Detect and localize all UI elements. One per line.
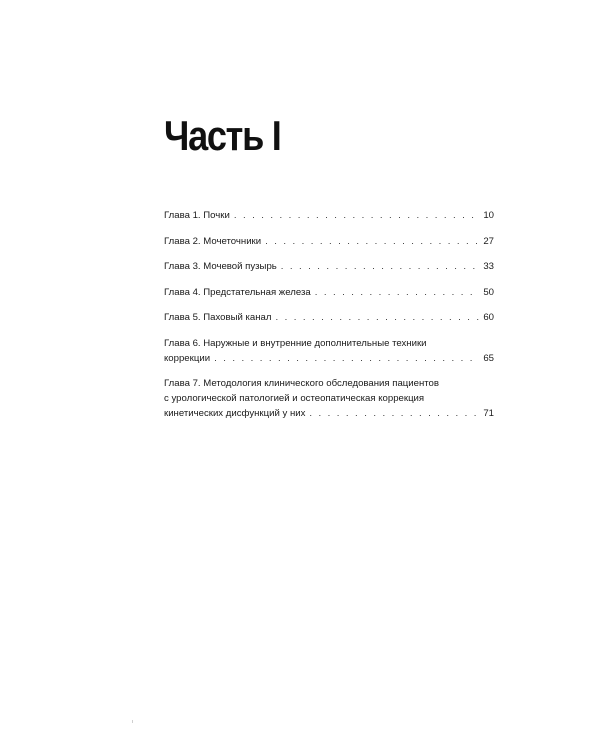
- toc-dot-leader: [234, 208, 479, 223]
- toc-dot-leader: [214, 351, 479, 366]
- toc-entry-chapter-2[interactable]: [164, 234, 494, 249]
- part-title: Часть I: [164, 112, 281, 159]
- toc-dot-leader: [276, 310, 480, 325]
- toc-entry-title: Глава 2. Мочеточники: [164, 235, 262, 247]
- toc-entry-chapter-6[interactable]: [164, 336, 494, 366]
- toc-entry-chapter-1[interactable]: [164, 208, 494, 223]
- toc-entry-chapter-4[interactable]: [164, 285, 494, 300]
- toc-dot-leader: [309, 406, 479, 421]
- toc-entry-title: Глава 1. Почки: [164, 210, 230, 221]
- toc-page-number: 71: [483, 408, 494, 419]
- toc-page-number: 60: [483, 312, 494, 323]
- toc-page-number: 33: [483, 261, 494, 272]
- toc-entry-chapter-5[interactable]: [164, 310, 494, 325]
- toc-entry-title-line: Глава 6. Наружные и внутренние дополнительные техники: [164, 337, 427, 349]
- toc-entry-title: Глава 5. Паховый канал: [164, 312, 272, 323]
- toc-entry-title: Глава 3. Мочевой пузырь: [164, 261, 277, 272]
- table-of-contents: [164, 208, 494, 432]
- toc-entry-title-line: с урологической патологией и остеопатическая коррекция: [164, 393, 425, 404]
- toc-entry-title-line: Глава 7. Методология клинического обследования пациентов: [164, 378, 439, 389]
- toc-entry-title: Глава 4. Предстательная железа: [164, 286, 311, 298]
- toc-dot-leader: [315, 285, 479, 300]
- toc-entry-title-line: коррекции: [164, 352, 211, 364]
- toc-page-number: 27: [483, 235, 494, 247]
- scan-speck: [132, 720, 133, 723]
- toc-entry-chapter-7[interactable]: [164, 376, 494, 421]
- toc-page-number: 50: [483, 286, 494, 298]
- toc-entry-title-line: кинетических дисфункций у них: [164, 408, 306, 419]
- toc-entry-chapter-3[interactable]: [164, 259, 494, 274]
- toc-dot-leader: [281, 259, 479, 274]
- toc-page-number: 65: [483, 352, 494, 364]
- toc-page-number: 10: [483, 210, 494, 221]
- toc-dot-leader: [265, 234, 479, 249]
